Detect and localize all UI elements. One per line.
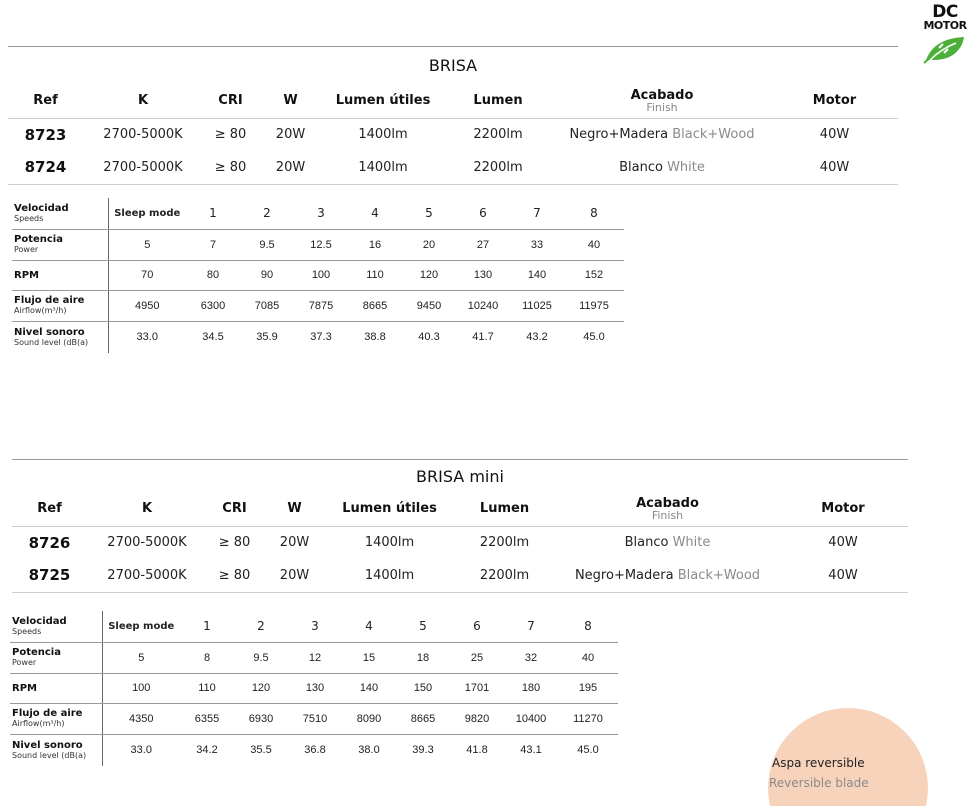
sound-label: Nivel sonoro Sound level (dB(a) [12,321,108,353]
rpm-cell: 100 [102,673,180,703]
rpm-cell: 180 [504,673,558,703]
col-acabado [553,84,771,118]
speed-cell: 4 [342,611,396,642]
acabado-en: Black+Wood [672,127,755,143]
power-cell: 12 [288,642,342,673]
speed-cell: 7 [510,198,564,229]
airflow-label: Flujo de aire Airflow(m³/h) [10,703,102,734]
rpm-cell: 140 [510,260,564,290]
ref-cell: 8726 [28,533,71,552]
power-row [12,229,624,260]
sound-cell: 38.8 [364,331,386,344]
reversible-blade-note [760,708,975,806]
speed-cell: 5 [402,198,456,229]
col-motor: Motor [771,84,898,118]
airflow-cell: 6355 [180,703,234,734]
power-cell: 33 [510,229,564,260]
brisa-speeds-table [12,198,624,353]
power-label: Potencia Power [10,642,102,673]
power-cell: 27 [456,229,510,260]
rpm-cell: 130 [456,260,510,290]
sound-cell: 33.0 [130,744,152,757]
rpm-cell: 80 [186,260,240,290]
rpm-cell: 100 [294,260,348,290]
col-cri: CRI [203,84,258,118]
power-cell: 40 [558,642,618,673]
col-lumen: Lumen [443,84,553,118]
brisa-mini-title-rule [12,459,908,460]
sound-cell: 38.0 [358,744,380,757]
badge-motor-text: MOTOR [923,19,967,32]
col-k: K [87,492,207,526]
table-row [12,559,908,592]
dc-motor-badge [918,4,972,70]
rpm-cell: 70 [108,260,186,290]
speed-cell: 6 [450,611,504,642]
acabado-es: Blanco [624,535,669,551]
blade-label-es: Aspa reversible [772,756,865,770]
rpm-row [10,673,618,703]
cri-cell: ≥ 80 [207,559,262,592]
speed-cell: 1 [186,198,240,229]
power-cell: 12.5 [294,229,348,260]
acabado-es: Negro+Madera [569,127,669,143]
rpm-cell: 150 [396,673,450,703]
cri-cell: ≥ 80 [214,127,247,143]
col-cri: CRI [207,492,262,526]
rpm-cell: 110 [180,673,234,703]
acabado-cell [553,118,771,151]
airflow-row [12,290,624,321]
col-ref: Ref [8,84,83,118]
acabado-en: Black+Wood [677,567,761,583]
airflow-row [10,703,618,734]
speeds-row [12,198,624,229]
sound-cell: 35.5 [250,744,272,757]
airflow-cell: 11975 [564,290,624,321]
acabado-cell [553,151,771,184]
airflow-cell: 8090 [342,703,396,734]
speed-cell: 2 [234,611,288,642]
airflow-cell: 7875 [294,290,348,321]
col-acabado-en: Finish [646,100,678,114]
cri-cell: ≥ 80 [218,535,251,551]
rpm-row [12,260,624,290]
k-cell: 2700-5000K [107,535,187,551]
w-cell: 20W [275,127,306,143]
sound-cell: 43.1 [520,744,542,757]
rpm-cell: 90 [240,260,294,290]
lumen-utiles-cell: 1400lm [358,127,408,143]
power-cell: 9.5 [234,642,288,673]
sound-cell: 43.2 [526,331,548,344]
power-cell: 32 [504,642,558,673]
rpm-label: RPM [10,673,102,703]
power-cell: 5 [102,642,180,673]
w-cell: 20W [279,535,310,551]
ref-cell: 8724 [8,151,83,184]
power-cell: 25 [450,642,504,673]
sound-cell: 39.3 [412,744,434,757]
brisa-title-rule [8,46,898,47]
airflow-cell: 10400 [504,703,558,734]
rpm-cell: 120 [234,673,288,703]
speed-cell: 5 [396,611,450,642]
rpm-cell: 130 [288,673,342,703]
sound-cell: 34.5 [202,331,224,344]
speed-cell: 2 [240,198,294,229]
motor-cell: 40W [819,127,850,143]
w-cell: 20W [258,151,323,184]
sound-cell: 41.8 [466,744,488,757]
power-label: Potencia Power [12,229,108,260]
sound-cell: 45.0 [577,744,599,757]
sound-cell: 33.0 [136,331,158,344]
brisa-specs-table [8,84,898,185]
brisa-mini-title: BRISA mini [416,467,504,486]
sleep-mode-cell: Sleep mode [108,198,186,229]
speed-cell: 6 [456,198,510,229]
sound-cell: 34.2 [196,744,218,757]
airflow-cell: 6300 [186,290,240,321]
col-acabado-es: Acabado [630,87,694,103]
ref-cell: 8725 [12,559,87,592]
sound-cell: 35.9 [256,331,278,344]
brisa-mini-specs-header [12,492,908,526]
acabado-es: Negro+Madera [574,567,674,583]
airflow-cell: 8665 [396,703,450,734]
speed-cell: 4 [348,198,402,229]
power-cell: 20 [402,229,456,260]
sound-cell: 41.7 [472,331,494,344]
cri-cell: ≥ 80 [203,151,258,184]
lumen-cell: 2200lm [452,559,557,592]
airflow-cell: 4950 [108,290,186,321]
lumen-utiles-cell: 1400lm [323,151,443,184]
speeds-row [10,611,618,642]
airflow-cell: 4350 [102,703,180,734]
speed-cell: 3 [294,198,348,229]
k-cell: 2700-5000K [83,151,203,184]
col-acabado [557,492,778,526]
motor-cell: 40W [828,535,858,551]
power-cell: 7 [186,229,240,260]
airflow-label: Flujo de aire Airflow(m³/h) [12,290,108,321]
col-lumen: Lumen [452,492,557,526]
speed-cell: 8 [564,198,624,229]
airflow-cell: 10240 [456,290,510,321]
badge-dc-text: DC [932,2,958,22]
speed-cell: 7 [504,611,558,642]
blade-label-en: Reversible blade [769,776,869,790]
power-cell: 15 [342,642,396,673]
airflow-cell: 11270 [558,703,618,734]
power-cell: 8 [180,642,234,673]
speed-cell: 1 [180,611,234,642]
rpm-cell: 110 [348,260,402,290]
col-w: W [262,492,327,526]
rpm-cell: 140 [342,673,396,703]
airflow-cell: 6930 [234,703,288,734]
brisa-mini-speeds-table [10,611,618,766]
col-ref: Ref [12,492,87,526]
col-motor: Motor [778,492,908,526]
brisa-title: BRISA [428,56,478,75]
table-row [8,151,898,184]
col-lumen-utiles: Lumen útiles [323,84,443,118]
leaf-plug-icon [922,34,968,64]
airflow-cell: 7510 [288,703,342,734]
col-k: K [83,84,203,118]
lumen-utiles-cell: 1400lm [327,559,452,592]
sound-cell: 40.3 [418,331,440,344]
power-row [10,642,618,673]
col-acabado-en: Finish [651,508,684,522]
acabado-es: Blanco [619,159,663,175]
lumen-cell: 2200lm [479,535,530,551]
brisa-mini-specs-table [12,492,908,593]
acabado-cell [557,559,778,592]
lumen-cell: 2200lm [443,151,553,184]
power-cell: 5 [108,229,186,260]
k-cell: 2700-5000K [87,559,207,592]
col-lumen-utiles: Lumen útiles [327,492,452,526]
speeds-label: Velocidad Speeds [10,611,102,642]
k-cell: 2700-5000K [103,127,183,143]
rpm-cell: 152 [564,260,624,290]
speed-cell: 3 [288,611,342,642]
rpm-cell: 195 [558,673,618,703]
table-row [12,526,908,559]
sound-row [12,321,624,353]
sound-cell: 45.0 [583,331,605,344]
airflow-cell: 9450 [402,290,456,321]
speeds-label: Velocidad Speeds [12,198,108,229]
motor-cell: 40W [778,559,908,592]
airflow-cell: 11025 [510,290,564,321]
speed-cell: 8 [558,611,618,642]
w-cell: 20W [262,559,327,592]
rpm-cell: 1701 [450,673,504,703]
brisa-specs-header [8,84,898,118]
power-cell: 9.5 [240,229,294,260]
sound-row [10,734,618,766]
lumen-utiles-cell: 1400lm [364,535,415,551]
power-cell: 16 [348,229,402,260]
sound-cell: 37.3 [310,331,332,344]
acabado-en: White [667,159,705,175]
power-cell: 18 [396,642,450,673]
acabado-cell [557,526,778,559]
lumen-cell: 2200lm [473,127,523,143]
airflow-cell: 7085 [240,290,294,321]
motor-cell: 40W [771,151,898,184]
rpm-label: RPM [12,260,108,290]
sound-label: Nivel sonoro Sound level (dB(a) [10,734,102,766]
airflow-cell: 9820 [450,703,504,734]
acabado-en: White [672,535,711,551]
power-cell: 40 [564,229,624,260]
table-row [8,118,898,151]
col-acabado-es: Acabado [636,495,699,511]
col-w: W [258,84,323,118]
sound-cell: 36.8 [304,744,326,757]
rpm-cell: 120 [402,260,456,290]
airflow-cell: 8665 [348,290,402,321]
ref-cell: 8723 [24,125,67,144]
sleep-mode-cell: Sleep mode [102,611,180,642]
